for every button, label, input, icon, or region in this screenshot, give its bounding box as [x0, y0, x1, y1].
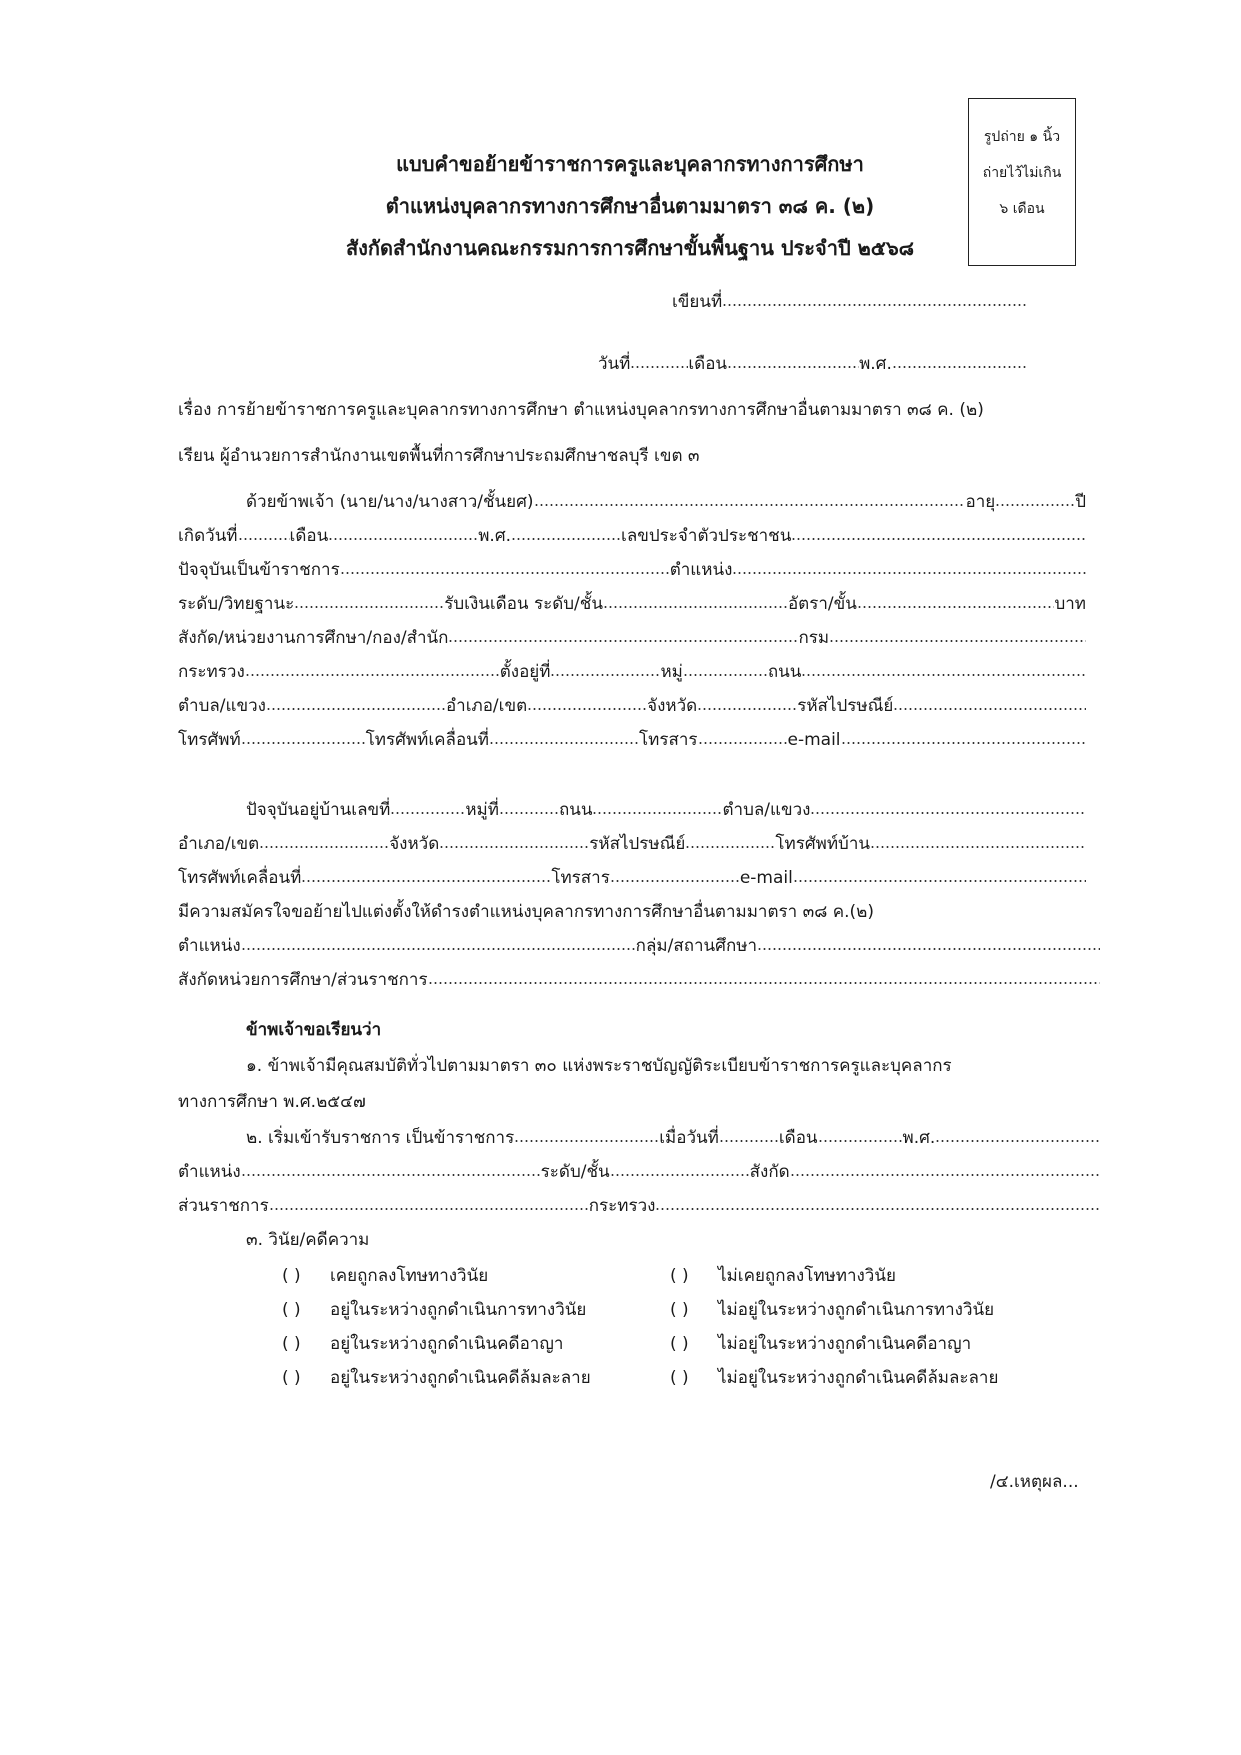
- checkbox-paren: ( ): [282, 1266, 301, 1286]
- item-2-month-label: เดือน: [778, 1128, 818, 1148]
- item-3-heading: ๓. วินัย/คดีความ: [246, 1230, 370, 1250]
- checkbox-disciplined[interactable]: [282, 1262, 488, 1289]
- subdistrict-field[interactable]: [178, 692, 1086, 716]
- subdistrict-label: ตำบล/แขวง: [178, 696, 266, 716]
- level-salary-field[interactable]: [178, 590, 1086, 614]
- checkbox-bankruptcy-case[interactable]: [282, 1364, 591, 1391]
- item-1-line-2: ทางการศึกษา พ.ศ.๒๕๔๗: [178, 1092, 366, 1112]
- residence-district-field[interactable]: [178, 830, 1086, 854]
- target-unit-label: สังกัดหน่วยการศึกษา/ส่วนราชการ: [178, 970, 428, 990]
- residence-fax-label: โทรสาร: [551, 868, 610, 888]
- residence-contact-field[interactable]: [178, 864, 1086, 888]
- position-label: ตำแหน่ง: [669, 560, 733, 580]
- residence-road-label: ถนน: [558, 800, 593, 820]
- subject-line: เรื่อง การย้ายข้าราชการครูและบุคลากรทางการศึกษา ตำแหน่งบุคลากรทางการศึกษาอื่นตามมาตรา ๓๘ ค. (๒): [178, 400, 984, 420]
- date-year-label: พ.ศ.: [859, 354, 892, 374]
- residence-moo-label: หมู่ที่: [465, 800, 499, 820]
- checkbox-not-disciplined[interactable]: [670, 1262, 896, 1289]
- birth-month-label: เดือน: [289, 526, 329, 546]
- home-phone-label: โทรศัพท์บ้าน: [775, 834, 871, 854]
- age-unit-label: ปี: [1075, 492, 1086, 512]
- item-2-start-field[interactable]: [246, 1124, 1100, 1148]
- checkbox-paren: ( ): [282, 1368, 301, 1388]
- id-number-label: เลขประจำตัวประชาชน: [621, 526, 792, 546]
- checkbox-no-criminal-case[interactable]: [670, 1330, 971, 1357]
- birth-year-label: พ.ศ.: [478, 526, 512, 546]
- fax-label: โทรสาร: [638, 730, 698, 750]
- addressee-line: เรียน ผู้อำนวยการสำนักงานเขตพื้นที่การศึกษาประถมศึกษาชลบุรี เขต ๓: [178, 446, 700, 466]
- phone-label: โทรศัพท์: [178, 730, 241, 750]
- item-2-agency-field[interactable]: [178, 1192, 1100, 1216]
- checkbox-criminal-case[interactable]: [282, 1330, 563, 1357]
- province-label: จังหวัด: [647, 696, 698, 716]
- item-2-level-label: ระดับ/ชั้น: [540, 1162, 610, 1182]
- form-title-line-1: แบบคำขอย้ายข้าราชการครูและบุคลากรทางการศึกษา: [396, 152, 864, 176]
- salary-level-label: รับเงินเดือน ระดับ/ชั้น: [444, 594, 603, 614]
- checkbox-not-under-discipline[interactable]: [670, 1296, 994, 1323]
- postcode-label: รหัสไปรษณีย์: [797, 696, 894, 716]
- photo-months-label: ๖ เดือน: [999, 201, 1045, 217]
- item-2-ministry-label: กระทรวง: [588, 1196, 656, 1216]
- residence-mobile-label: โทรศัพท์เคลื่อนที่: [178, 868, 302, 888]
- birth-day-label: เกิดวันที่: [178, 526, 238, 546]
- target-position-label: ตำแหน่ง: [178, 936, 241, 956]
- checkbox-label: อยู่ในระหว่างถูกดำเนินคดีอาญา: [330, 1334, 564, 1354]
- house-no-label: ปัจจุบันอยู่บ้านเลขที่: [246, 800, 391, 820]
- item-2-position-label: ตำแหน่ง: [178, 1162, 241, 1182]
- photo-box: [968, 98, 1076, 266]
- checkbox-label: ไม่อยู่ในระหว่างถูกดำเนินการทางวินัย: [718, 1300, 995, 1320]
- ministry-address-field[interactable]: [178, 658, 1086, 682]
- rate-label: อัตรา/ขั้น: [787, 594, 857, 614]
- form-title-line-3: สังกัดสำนักงานคณะกรรมการการศึกษาขั้นพื้นฐาน ประจำปี ๒๕๖๘: [345, 236, 915, 260]
- photo-size-label: รูปถ่าย ๑ นิ้ว: [983, 129, 1061, 145]
- photo-age-label: ถ่ายไว้ไม่เกิน: [982, 165, 1062, 181]
- statement-heading: ข้าพเจ้าขอเรียนว่า: [246, 1020, 382, 1040]
- birth-id-field[interactable]: [178, 522, 1086, 546]
- mobile-label: โทรศัพท์เคลื่อนที่: [365, 730, 489, 750]
- checkbox-label: ไม่เคยถูกลงโทษทางวินัย: [718, 1266, 896, 1286]
- target-position-field[interactable]: [178, 932, 1100, 956]
- district-label: อำเภอ/เขต: [445, 696, 528, 716]
- checkbox-paren: ( ): [670, 1266, 689, 1286]
- level-label: ระดับ/วิทยฐานะ: [178, 594, 295, 614]
- current-official-field[interactable]: [178, 556, 1086, 580]
- item-2-affiliation-label: สังกัด: [749, 1162, 790, 1182]
- checkbox-label: ไม่อยู่ในระหว่างถูกดำเนินคดีอาญา: [718, 1334, 972, 1354]
- checkbox-label: เคยถูกลงโทษทางวินัย: [330, 1266, 489, 1286]
- date-day-label: วันที่: [598, 354, 631, 374]
- target-group-label: กลุ่ม/สถานศึกษา: [635, 936, 757, 956]
- form-title-line-2: ตำแหน่งบุคลากรทางการศึกษาอื่นตามมาตรา ๓๘ ค. (๒): [385, 194, 875, 218]
- department-label: กรม: [798, 628, 830, 648]
- affiliation-label: สังกัด/หน่วยงานการศึกษา/กอง/สำนัก: [178, 628, 449, 648]
- written-at-field[interactable]: [672, 288, 1027, 312]
- item-2-start-label: ๒. เริ่มเข้ารับราชการ เป็นข้าราชการ: [246, 1128, 515, 1148]
- date-month-label: เดือน: [688, 354, 728, 374]
- item-2-date-label: เมื่อวันที่: [659, 1128, 719, 1148]
- checkbox-label: อยู่ในระหว่างถูกดำเนินคดีล้มละลาย: [330, 1368, 591, 1388]
- checkbox-paren: ( ): [282, 1300, 301, 1320]
- written-at-label: เขียนที่: [672, 292, 723, 312]
- item-2-position-field[interactable]: [178, 1158, 1100, 1182]
- item-2-year-label: พ.ศ.: [902, 1128, 936, 1148]
- checkbox-paren: ( ): [670, 1300, 689, 1320]
- residence-province-label: จังหวัด: [389, 834, 440, 854]
- ministry-label: กระทรวง: [178, 662, 245, 682]
- road-label: ถนน: [767, 662, 802, 682]
- residence-house-field[interactable]: [246, 796, 1086, 820]
- baht-label: บาท: [1054, 594, 1086, 614]
- checkbox-label: ไม่อยู่ในระหว่างถูกดำเนินคดีล้มละลาย: [718, 1368, 999, 1388]
- target-unit-field[interactable]: [178, 966, 1100, 990]
- email-label: e-mail: [787, 730, 841, 750]
- checkbox-label: อยู่ในระหว่างถูกดำเนินการทางวินัย: [330, 1300, 587, 1320]
- residence-subdistrict-label: ตำบล/แขวง: [722, 800, 811, 820]
- intent-line: มีความสมัครใจขอย้ายไปแต่งตั้งให้ดำรงตำแหน่งบุคลากรทางการศึกษาอื่นตามมาตรา ๓๘ ค.(๒): [178, 902, 874, 922]
- checkbox-paren: ( ): [282, 1334, 301, 1354]
- residence-postcode-label: รหัสไปรษณีย์: [589, 834, 686, 854]
- age-label: อายุ: [965, 492, 996, 512]
- affiliation-field[interactable]: [178, 624, 1086, 648]
- applicant-intro-label: ด้วยข้าพเจ้า (นาย/นาง/นางสาว/ชั้นยศ): [246, 492, 534, 512]
- item-1-line-1: ๑. ข้าพเจ้ามีคุณสมบัติทั่วไปตามมาตรา ๓๐ แห่งพระราชบัญญัติระเบียบข้าราชการครูและบุคลากร: [246, 1056, 952, 1076]
- checkbox-no-bankruptcy-case[interactable]: [670, 1364, 998, 1391]
- residence-district-label: อำเภอ/เขต: [178, 834, 260, 854]
- residence-email-label: e-mail: [739, 868, 793, 888]
- item-2-agency-label: ส่วนราชการ: [178, 1196, 269, 1216]
- date-field[interactable]: [598, 350, 1026, 374]
- contact-field[interactable]: [178, 726, 1086, 750]
- checkbox-paren: ( ): [670, 1334, 689, 1354]
- applicant-name-field[interactable]: [246, 488, 1086, 512]
- located-at-label: ตั้งอยู่ที่: [499, 662, 551, 682]
- checkbox-under-discipline[interactable]: [282, 1296, 586, 1323]
- moo-label: หมู่: [660, 662, 683, 682]
- current-official-label: ปัจจุบันเป็นข้าราชการ: [178, 560, 340, 580]
- continued-marker: /๔.เหตุผล...: [990, 1472, 1079, 1492]
- checkbox-paren: ( ): [670, 1368, 689, 1388]
